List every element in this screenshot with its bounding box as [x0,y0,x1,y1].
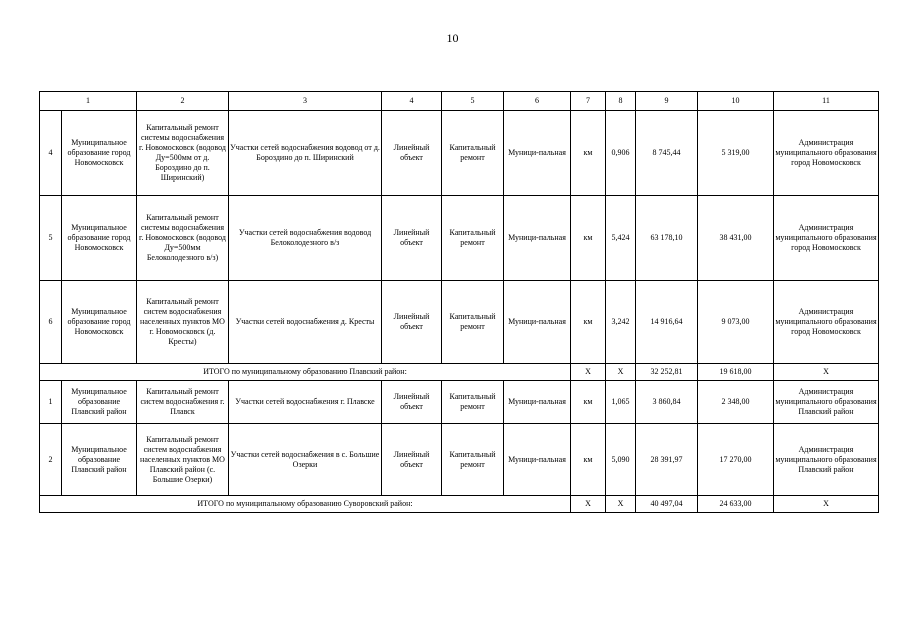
ownership-cell: Муници-пальная [504,381,571,424]
ownership-cell: Муници-пальная [504,111,571,196]
unit-cell: км [571,281,606,364]
total-cost: 32 252,81 [636,364,698,381]
table-row [40,381,879,424]
ownership-cell: Муници-пальная [504,196,571,281]
municipality-cell: Муниципальное образование Плавский район [62,381,137,424]
section-cell: Участки сетей водоснабжения в с. Большие Озерки [229,424,382,496]
object-type-cell: Линейный объект [382,381,442,424]
table-row [40,424,879,496]
total-c7: Х [571,496,606,513]
object-type-cell: Линейный объект [382,196,442,281]
customer-cell: Администрация муниципального образования город Новомосковск [774,281,879,364]
cost-total-cell: 28 391,97 [636,424,698,496]
header-cell: 4 [382,92,442,111]
cost-total-cell: 14 916,64 [636,281,698,364]
total-label: ИТОГО по муниципальному образованию Плавский район: [40,364,571,381]
header-cell: 3 [229,92,382,111]
cost-subsidy-cell: 17 270,00 [698,424,774,496]
section-cell: Участки сетей водоснабжения г. Плавске [229,381,382,424]
header-cell: 9 [636,92,698,111]
length-cell: 1,065 [606,381,636,424]
length-cell: 5,090 [606,424,636,496]
header-cell: 1 [40,92,137,111]
table-header-row [40,92,879,111]
total-c11: Х [774,364,879,381]
row-number: 4 [40,111,62,196]
object-type-cell: Линейный объект [382,424,442,496]
header-cell: 11 [774,92,879,111]
row-number: 6 [40,281,62,364]
total-row-plavsk [40,364,879,381]
header-cell: 7 [571,92,606,111]
customer-cell: Администрация муниципального образования Плавский район [774,381,879,424]
table-row [40,196,879,281]
customer-cell: Администрация муниципального образования город Новомосковск [774,196,879,281]
cost-total-cell: 63 178,10 [636,196,698,281]
total-c11: Х [774,496,879,513]
total-c8: Х [606,496,636,513]
work-type-cell: Капитальный ремонт [442,111,504,196]
work-type-cell: Капитальный ремонт [442,381,504,424]
total-subsidy: 19 618,00 [698,364,774,381]
work-type-cell: Капитальный ремонт [442,196,504,281]
header-cell: 6 [504,92,571,111]
length-cell: 5,424 [606,196,636,281]
unit-cell: км [571,196,606,281]
customer-cell: Администрация муниципального образования город Новомосковск [774,111,879,196]
work-type-cell: Капитальный ремонт [442,281,504,364]
cost-subsidy-cell: 9 073,00 [698,281,774,364]
unit-cell: км [571,424,606,496]
customer-cell: Администрация муниципального образования Плавский район [774,424,879,496]
section-cell: Участки сетей водоснабжения водовод Белоколодезного в/з [229,196,382,281]
length-cell: 3,242 [606,281,636,364]
data-table [39,91,879,513]
total-c7: Х [571,364,606,381]
header-cell: 5 [442,92,504,111]
object-cell: Капитальный ремонт систем водоснабжения г. Плавск [137,381,229,424]
unit-cell: км [571,111,606,196]
cost-subsidy-cell: 5 319,00 [698,111,774,196]
table-row [40,281,879,364]
section-cell: Участки сетей водоснабжения водовод от д. Бороздино до п. Ширинский [229,111,382,196]
total-cost: 40 497,04 [636,496,698,513]
page-number: 10 [446,31,459,45]
cost-total-cell: 8 745,44 [636,111,698,196]
total-label: ИТОГО по муниципальному образованию Суворовский район: [40,496,571,513]
total-row-suvorov [40,496,879,513]
total-c8: Х [606,364,636,381]
ownership-cell: Муници-пальная [504,424,571,496]
section-cell: Участки сетей водоснабжения д. Кресты [229,281,382,364]
cost-subsidy-cell: 38 431,00 [698,196,774,281]
municipality-cell: Муниципальное образование Плавский район [62,424,137,496]
municipality-cell: Муниципальное образование город Новомосковск [62,196,137,281]
length-cell: 0,906 [606,111,636,196]
object-cell: Капитальный ремонт систем водоснабжения населенных пунктов МО Плавский район (с. Большие Озерки) [137,424,229,496]
object-cell: Капитальный ремонт системы водоснабжения г. Новомосковск (водовод Ду=500мм Белоколодезного в/з) [137,196,229,281]
object-type-cell: Линейный объект [382,281,442,364]
table-row [40,111,879,196]
cost-subsidy-cell: 2 348,00 [698,381,774,424]
municipality-cell: Муниципальное образование город Новомосковск [62,281,137,364]
row-number: 5 [40,196,62,281]
ownership-cell: Муници-пальная [504,281,571,364]
cost-total-cell: 3 860,84 [636,381,698,424]
object-cell: Капитальный ремонт системы водоснабжения г. Новомосковск (водовод Ду=500мм от д. Бороздино до п. Ширинский) [137,111,229,196]
object-type-cell: Линейный объект [382,111,442,196]
municipality-cell: Муниципальное образование город Новомосковск [62,111,137,196]
header-cell: 8 [606,92,636,111]
header-cell: 2 [137,92,229,111]
row-number: 2 [40,424,62,496]
total-subsidy: 24 633,00 [698,496,774,513]
work-type-cell: Капитальный ремонт [442,424,504,496]
row-number: 1 [40,381,62,424]
object-cell: Капитальный ремонт систем водоснабжения населенных пунктов МО г. Новомосковск (д. Кресты) [137,281,229,364]
header-cell: 10 [698,92,774,111]
unit-cell: км [571,381,606,424]
